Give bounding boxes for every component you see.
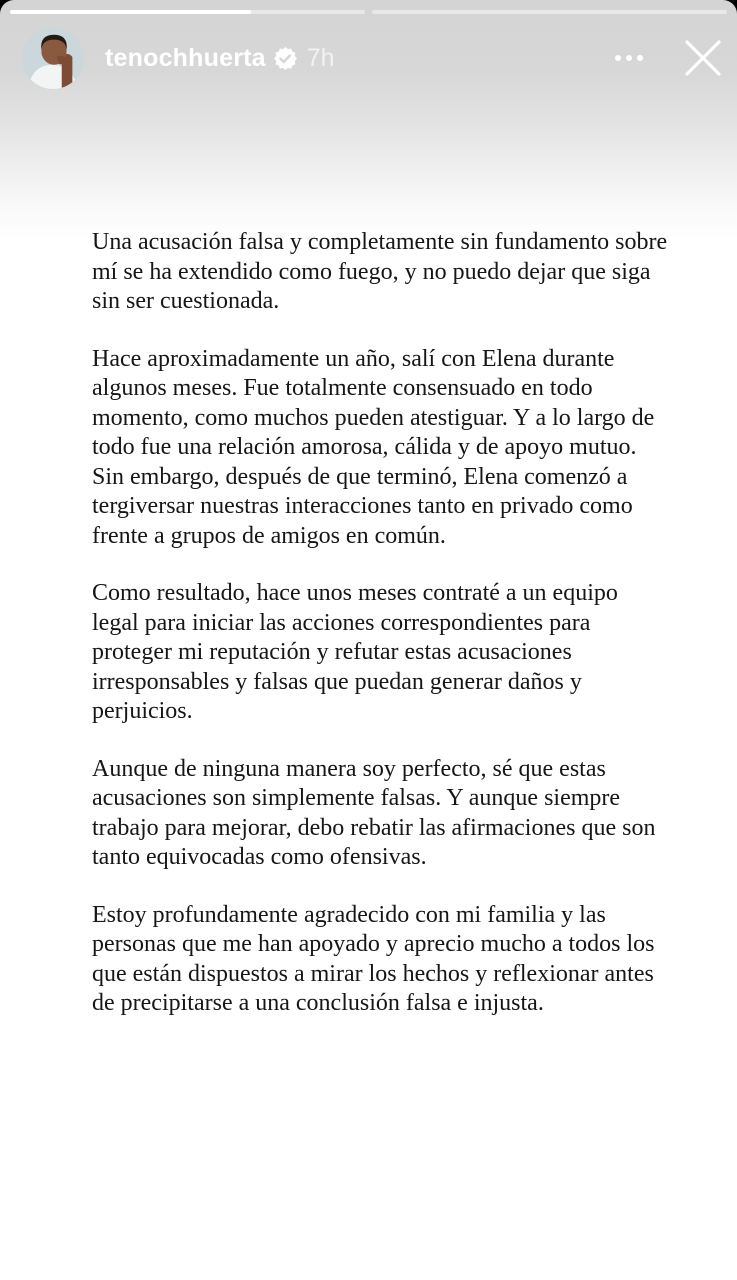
progress-segment-1 (10, 10, 365, 14)
paragraph-1: Una acusación falsa y completamente sin fundamento sobre mí se ha extendido como fuego, y no puedo dejar que siga sin ser cuestionada. (92, 229, 668, 314)
three-dots-icon (615, 55, 643, 61)
paragraph-2: Hace aproximadamente un año, salí con Elena durante algunos meses. Fue totalmente consensuado en todo momento, como muchos pueden atestiguar. Y a lo largo de todo fue una relación amorosa, cálida y de apoyo mutuo. Sin embargo, después de que terminó, Elena comenzó a tergiversar nuestras interacciones tanto en privado como frente a grupos de amigos en común. (92, 345, 655, 549)
paragraph-5: Estoy profundamente agradecido con mi familia y las personas que me han apoyado y aprecio mucho a todos los que están dispuestos a mirar los hechos y reflexionar antes de precipitarse a una conclusión falsa e injusta. (92, 901, 655, 1016)
avatar-photo (22, 27, 84, 89)
story-text (92, 228, 670, 1047)
verified-badge-icon (274, 47, 297, 70)
story-header (0, 24, 737, 92)
story-progress-bar (10, 10, 727, 14)
username[interactable]: tenochhuerta (105, 43, 266, 72)
avatar[interactable] (22, 27, 84, 89)
paragraph-4: Aunque de ninguna manera soy perfecto, sé que estas acusaciones son simplemente falsas. Y aunque siempre trabajo para mejorar, debo rebatir las afirmaciones que son tanto equivocadas como ofensivas. (92, 755, 656, 870)
progress-segment-2 (372, 10, 727, 14)
progress-fill (10, 10, 251, 14)
close-x-icon (682, 37, 724, 79)
more-options-button[interactable] (609, 38, 649, 78)
paragraph-3: Como resultado, hace unos meses contraté a un equipo legal para iniciar las acciones correspondientes para proteger mi reputación y refutar estas acusaciones irresponsables y falsas que puedan generar daños y perjuicios. (92, 580, 618, 724)
story-timestamp: 7h (306, 43, 335, 72)
close-button[interactable] (679, 34, 727, 82)
